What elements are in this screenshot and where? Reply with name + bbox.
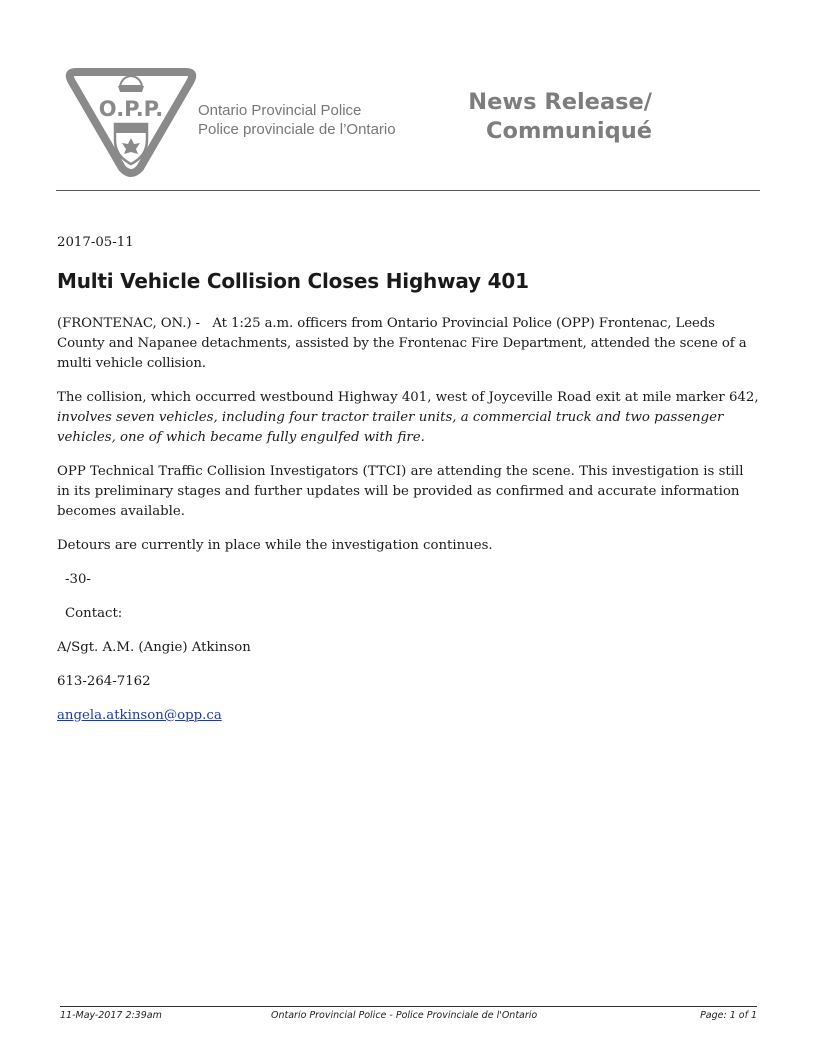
contact-label: Contact: (65, 606, 123, 621)
release-line-1: News Release/ (468, 89, 652, 115)
paragraph-1-text: At 1:25 a.m. officers from Ontario Provincial Police (OPP) Frontenac, Leeds County and Napanee detachments, assisted by the Frontenac Fire Department, attended the scene of a multi vehicle collision. (57, 316, 747, 371)
paragraph-2-text: The collision, which occurred westbound Highway 401, west of Joyceville Road exit at mile marker 642, (57, 390, 759, 405)
paragraph-1 (57, 314, 760, 374)
footer-page-number: Page: 1 of 1 (700, 1010, 757, 1021)
contact-email-link[interactable]: angela.atkinson@opp.ca (57, 708, 222, 723)
article-body (57, 233, 760, 740)
dateline: (FRONTENAC, ON.) - (57, 316, 200, 331)
paragraph-2 (57, 388, 760, 448)
contact-email-line (57, 706, 760, 726)
header-divider (56, 190, 760, 191)
release-line-2: Communiqué (486, 118, 652, 144)
end-marker: -30- (65, 572, 91, 587)
paragraph-4: Detours are currently in place while the investigation continues. (57, 538, 493, 553)
page-footer (60, 1006, 757, 1021)
news-release-heading (430, 88, 652, 146)
org-name-english: Ontario Provincial Police (198, 102, 362, 119)
organization-name (198, 101, 396, 139)
release-date: 2017-05-11 (57, 235, 134, 250)
footer-timestamp: 11-May-2017 2:39am (60, 1010, 162, 1021)
contact-phone: 613-264-7162 (57, 674, 151, 689)
footer-organization: Ontario Provincial Police - Police Provinciale de l'Ontario (271, 1010, 538, 1021)
contact-name: A/Sgt. A.M. (Angie) Atkinson (57, 640, 251, 655)
paragraph-3: OPP Technical Traffic Collision Investigators (TTCI) are attending the scene. This investigation is still in its preliminary stages and further updates will be provided as confirmed and accurate information becomes available. (57, 464, 744, 519)
opp-badge-logo (62, 66, 200, 178)
article-title: Multi Vehicle Collision Closes Highway 401 (57, 269, 529, 293)
org-name-french: Police provinciale de l’Ontario (198, 121, 396, 138)
logo-text: O.P.P. (98, 97, 164, 121)
paragraph-2-italic: involves seven vehicles, including four tractor trailer units, a commercial truck and two passenger vehicles, one of which became fully engulfed with fire. (57, 410, 724, 445)
